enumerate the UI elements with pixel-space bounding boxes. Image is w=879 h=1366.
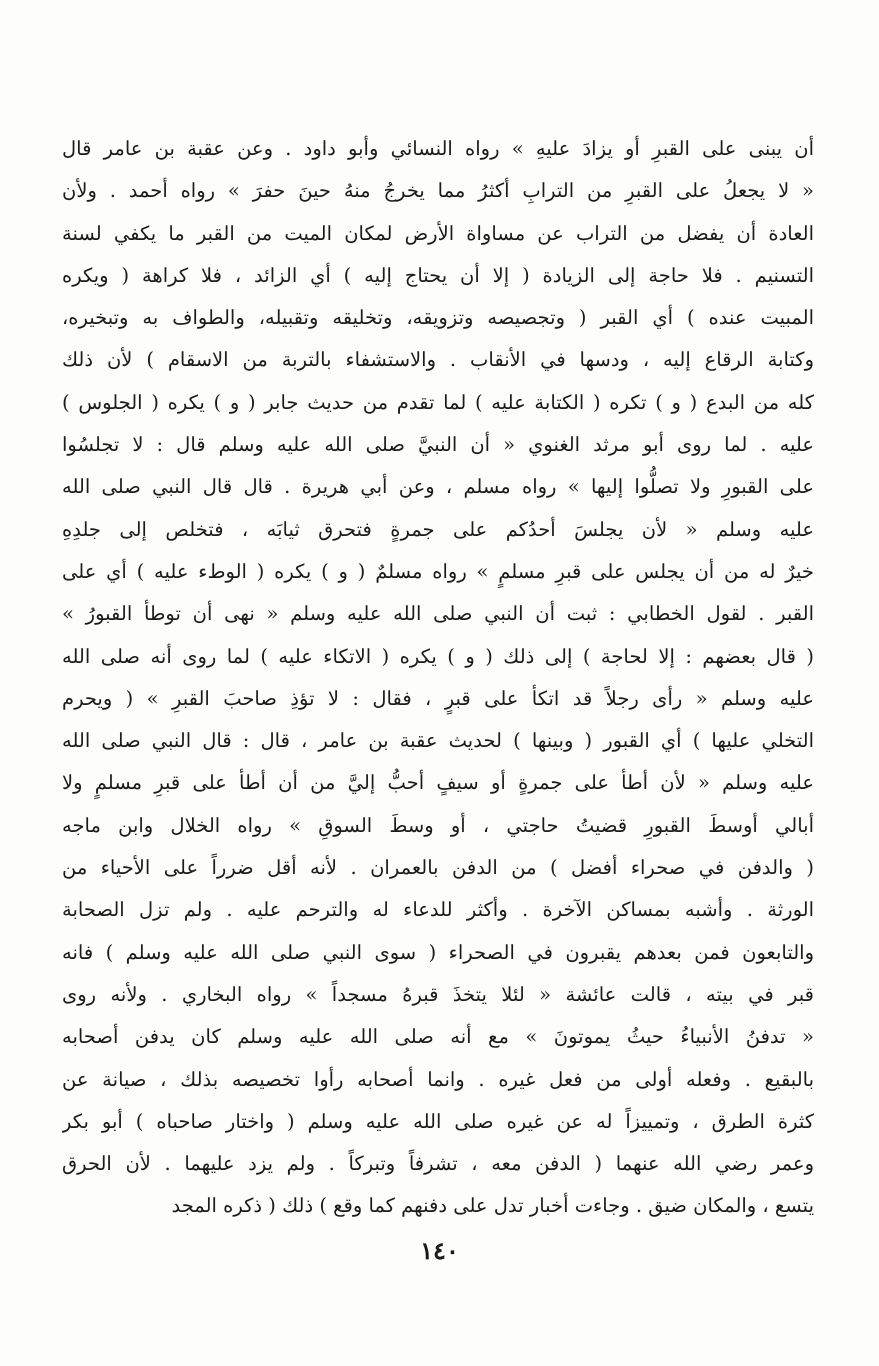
text-line-3: العادة أن يفضل من التراب عن مساواة الأرض لمكان الميت من القبر ما يكفي لسنة xyxy=(62,221,814,245)
text-line-16: عليه وسلم « لأن أطأ على جمرةٍ أو سيفٍ أحبُّ إليَّ من أن أطأ على قبرِ مسلمٍ ولا xyxy=(62,771,814,795)
text-line-15: التخلي عليها ) أي القبور ( وبينها ) لحديث عقبة بن عامر ، قال : قال النبي صلى الله xyxy=(62,729,814,753)
text-line-2: « لا يجعلُ على القبرِ من الترابِ أكثرُ مما يخرجُ منهُ حينَ حفرَ » رواه أحمد . ولأن xyxy=(62,179,814,203)
text-line-5: المبيت عنده ) أي القبر ( وتجصيصه وتزويقه، وتخليقه وتقبيله، والطواف به وتبخيره، xyxy=(62,306,814,330)
text-line-1: أن يبنى على القبرِ أو يزادَ عليهِ » رواه النسائي وأبو داود . وعن عقبة بن عامر قال xyxy=(62,137,814,160)
text-line-7: كله من البدع ( و ) تكره ( الكتابة عليه ) لما تقدم من حديث جابر ( و ) يكره ( الجلوس ) xyxy=(62,390,814,414)
text-line-14: عليه وسلم « رأى رجلاً قد اتكأ على قبرٍ ، فقال : لا تؤذِ صاحبَ القبرِ » ( ويحرم xyxy=(62,686,814,710)
page-number: ١٤٠ xyxy=(420,1236,459,1265)
text-line-8: عليه . لما روى أبو مرثد الغنوي « أن النبيَّ صلى الله عليه وسلم قال : لا تجلسُوا xyxy=(62,433,814,457)
text-line-13: ( قال بعضهم : إلا لحاجة ) إلى ذلك ( و ) يكره ( الاتكاء عليه ) لما روى أنه صلى الله xyxy=(62,644,814,668)
text-line-23: بالبقيع . وفعله أولى من فعل غيره . وانما أصحابه رأوا تخصيصه بذلك ، صيانة عن xyxy=(62,1067,814,1091)
text-line-9: على القبورِ ولا تصلُّوا إليها » رواه مسلم ، وعن أبي هريرة . قال قال النبي صلى الله xyxy=(62,475,814,499)
text-line-22: « تدفنُ الأنبياءُ حيثُ يموتونَ » مع أنه صلى الله عليه وسلم كان يدفن أصحابه xyxy=(62,1025,814,1049)
text-line-4: التسنيم . فلا حاجة إلى الزيادة ( إلا أن يحتاج إليه ) أي الزائد ، فلا كراهة ( ويكره xyxy=(62,263,814,287)
text-line-6: وكتابة الرقاع إليه ، ودسها في الأنقاب . والاستشفاء بالتربة من الاسقام ) لأن ذلك xyxy=(62,348,814,372)
text-line-21: قبر في بيته ، قالت عائشة « لئلا يتخذَ قبرهُ مسجداً » رواه البخاري . ولأنه روى xyxy=(62,982,814,1006)
body-text xyxy=(62,128,814,1228)
text-line-19: الورثة . وأشبه بمساكن الآخرة . وأكثر للدعاء له والترحم عليه . ولم تزل الصحابة xyxy=(62,898,814,922)
text-line-24: كثرة الطرق ، وتمييزاً له عن غيره صلى الله عليه وسلم ( واختار صاحباه ) أبو بكر xyxy=(62,1109,814,1133)
text-line-26: يتسع ، والمكان ضيق . وجاءت أخبار تدل على دفنهم كما وقع ) ذلك ( ذكره المجد xyxy=(171,1194,814,1218)
text-line-11: خيرٌ له من أن يجلس على قبرِ مسلمٍ » رواه مسلمٌ ( و ) يكره ( الوطء عليه ) أي على xyxy=(62,559,814,583)
text-line-12: القبر . لقول الخطابي : ثبت أن النبي صلى الله عليه وسلم « نهى أن توطأ القبورُ » xyxy=(62,602,814,626)
text-line-18: ( والدفن في صحراء أفضل ) من الدفن بالعمران . لأنه أقل ضرراً على الأحياء من xyxy=(62,856,814,880)
text-line-25: وعمر رضي الله عنهما ( الدفن معه ، تشرفاً وتبركاً . ولم يزد عليهما . لأن الحرق xyxy=(62,1152,814,1176)
text-line-10: عليه وسلم « لأن يجلسَ أحدُكم على جمرةٍ فتحرق ثيابَه ، فتخلص إلى جلدِهِ xyxy=(62,517,814,541)
text-line-17: أبالي أوسطَ القبورِ قضيتُ حاجتي ، أو وسطَ السوقِ » رواه الخلال وابن ماجه xyxy=(62,813,814,837)
text-line-20: والتابعون فمن بعدهم يقبرون في الصحراء ( سوى النبي صلى الله عليه وسلم ) فانه xyxy=(62,940,814,964)
